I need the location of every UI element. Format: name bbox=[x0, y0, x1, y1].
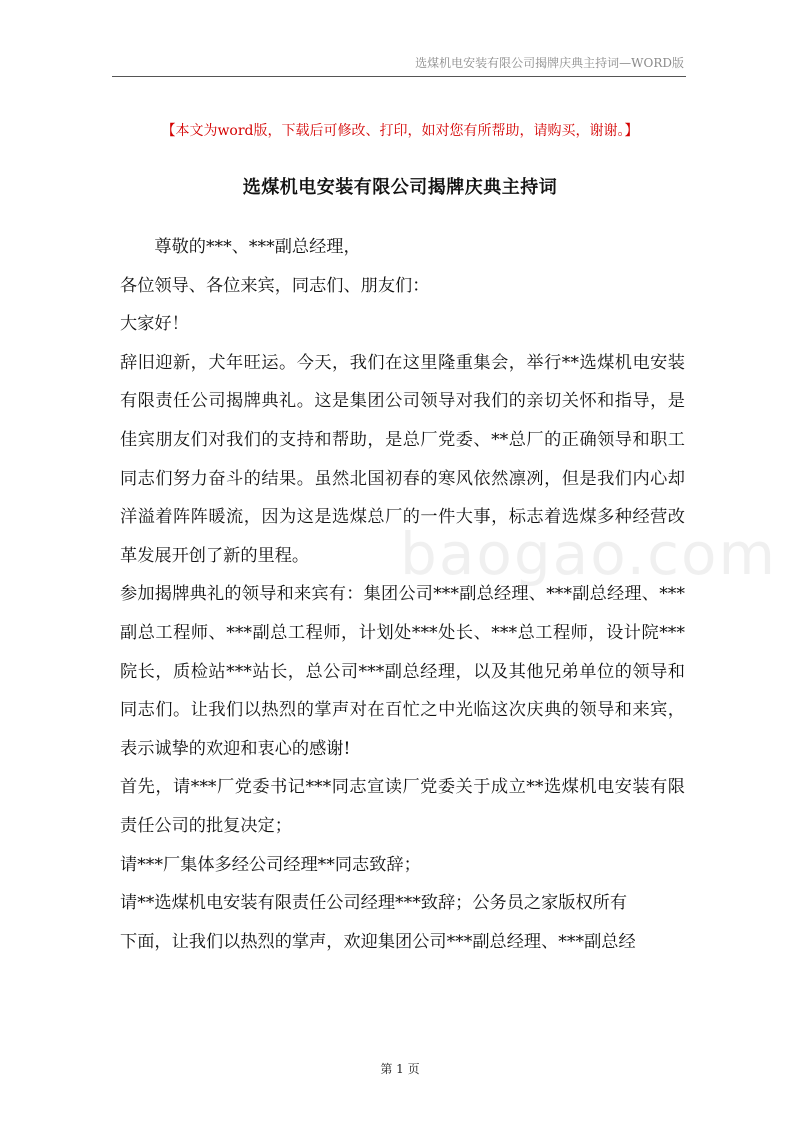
page-number: 第 1 页 bbox=[380, 1062, 420, 1076]
salutation: 尊敬的***、***副总经理， bbox=[154, 237, 361, 257]
header-divider bbox=[112, 76, 686, 77]
watermark: baogao.com bbox=[400, 520, 777, 588]
body-paragraph: 辞旧迎新，犬年旺运。今天，我们在这里隆重集会，举行**选煤机电安装有限责任公司揭牌典礼。这是集团公司领导对我们的亲切关怀和指导，是佳宾朋友们对我们的支持和帮助，是总厂党委、**总厂的正确领导和职工同志们努力奋斗的结果。虽然北国初春的寒风依然凛冽，但是我们内心却洋溢着阵阵暖流，因为这是选煤总厂的一件大事，标志着选煤多种经营改革发展开创了新的里程。 bbox=[120, 352, 685, 566]
running-header: 选煤机电安装有限公司揭牌庆典主持词—WORD版 bbox=[415, 56, 684, 70]
body-paragraph: 首先，请***厂党委书记***同志宣读厂党委关于成立**选煤机电安装有限责任公司的批复决定； bbox=[120, 777, 685, 836]
body-paragraph: 请***厂集体多经公司经理**同志致辞； bbox=[120, 854, 421, 875]
greeting-line: 各位领导、各位来宾，同志们、朋友们： bbox=[120, 275, 430, 296]
document-body bbox=[120, 228, 685, 961]
purchase-notice: 【本文为word版，下载后可修改、打印，如对您有所帮助，请购买，谢谢。】 bbox=[161, 123, 639, 139]
hello-line: 大家好！ bbox=[120, 314, 189, 335]
body-paragraph: 下面，让我们以热烈的掌声，欢迎集团公司***副总经理、***副总经 bbox=[120, 931, 636, 952]
body-paragraph: 请**选煤机电安装有限责任公司经理***致辞；公务员之家版权所有 bbox=[120, 893, 628, 914]
document-title: 选煤机电安装有限公司揭牌庆典主持词 bbox=[242, 177, 558, 198]
body-paragraph: 参加揭牌典礼的领导和来宾有：集团公司***副总经理、***副总经理、***副总工程师、***副总工程师，计划处***处长、***总工程师，设计院***院长，质检站***站长，总公司***副总经理，以及其他兄弟单位的领导和同志们。让我们以热烈的掌声对在百忙之中光临这次庆典的领导和来宾，表示诚挚的欢迎和衷心的感谢! bbox=[120, 584, 685, 759]
